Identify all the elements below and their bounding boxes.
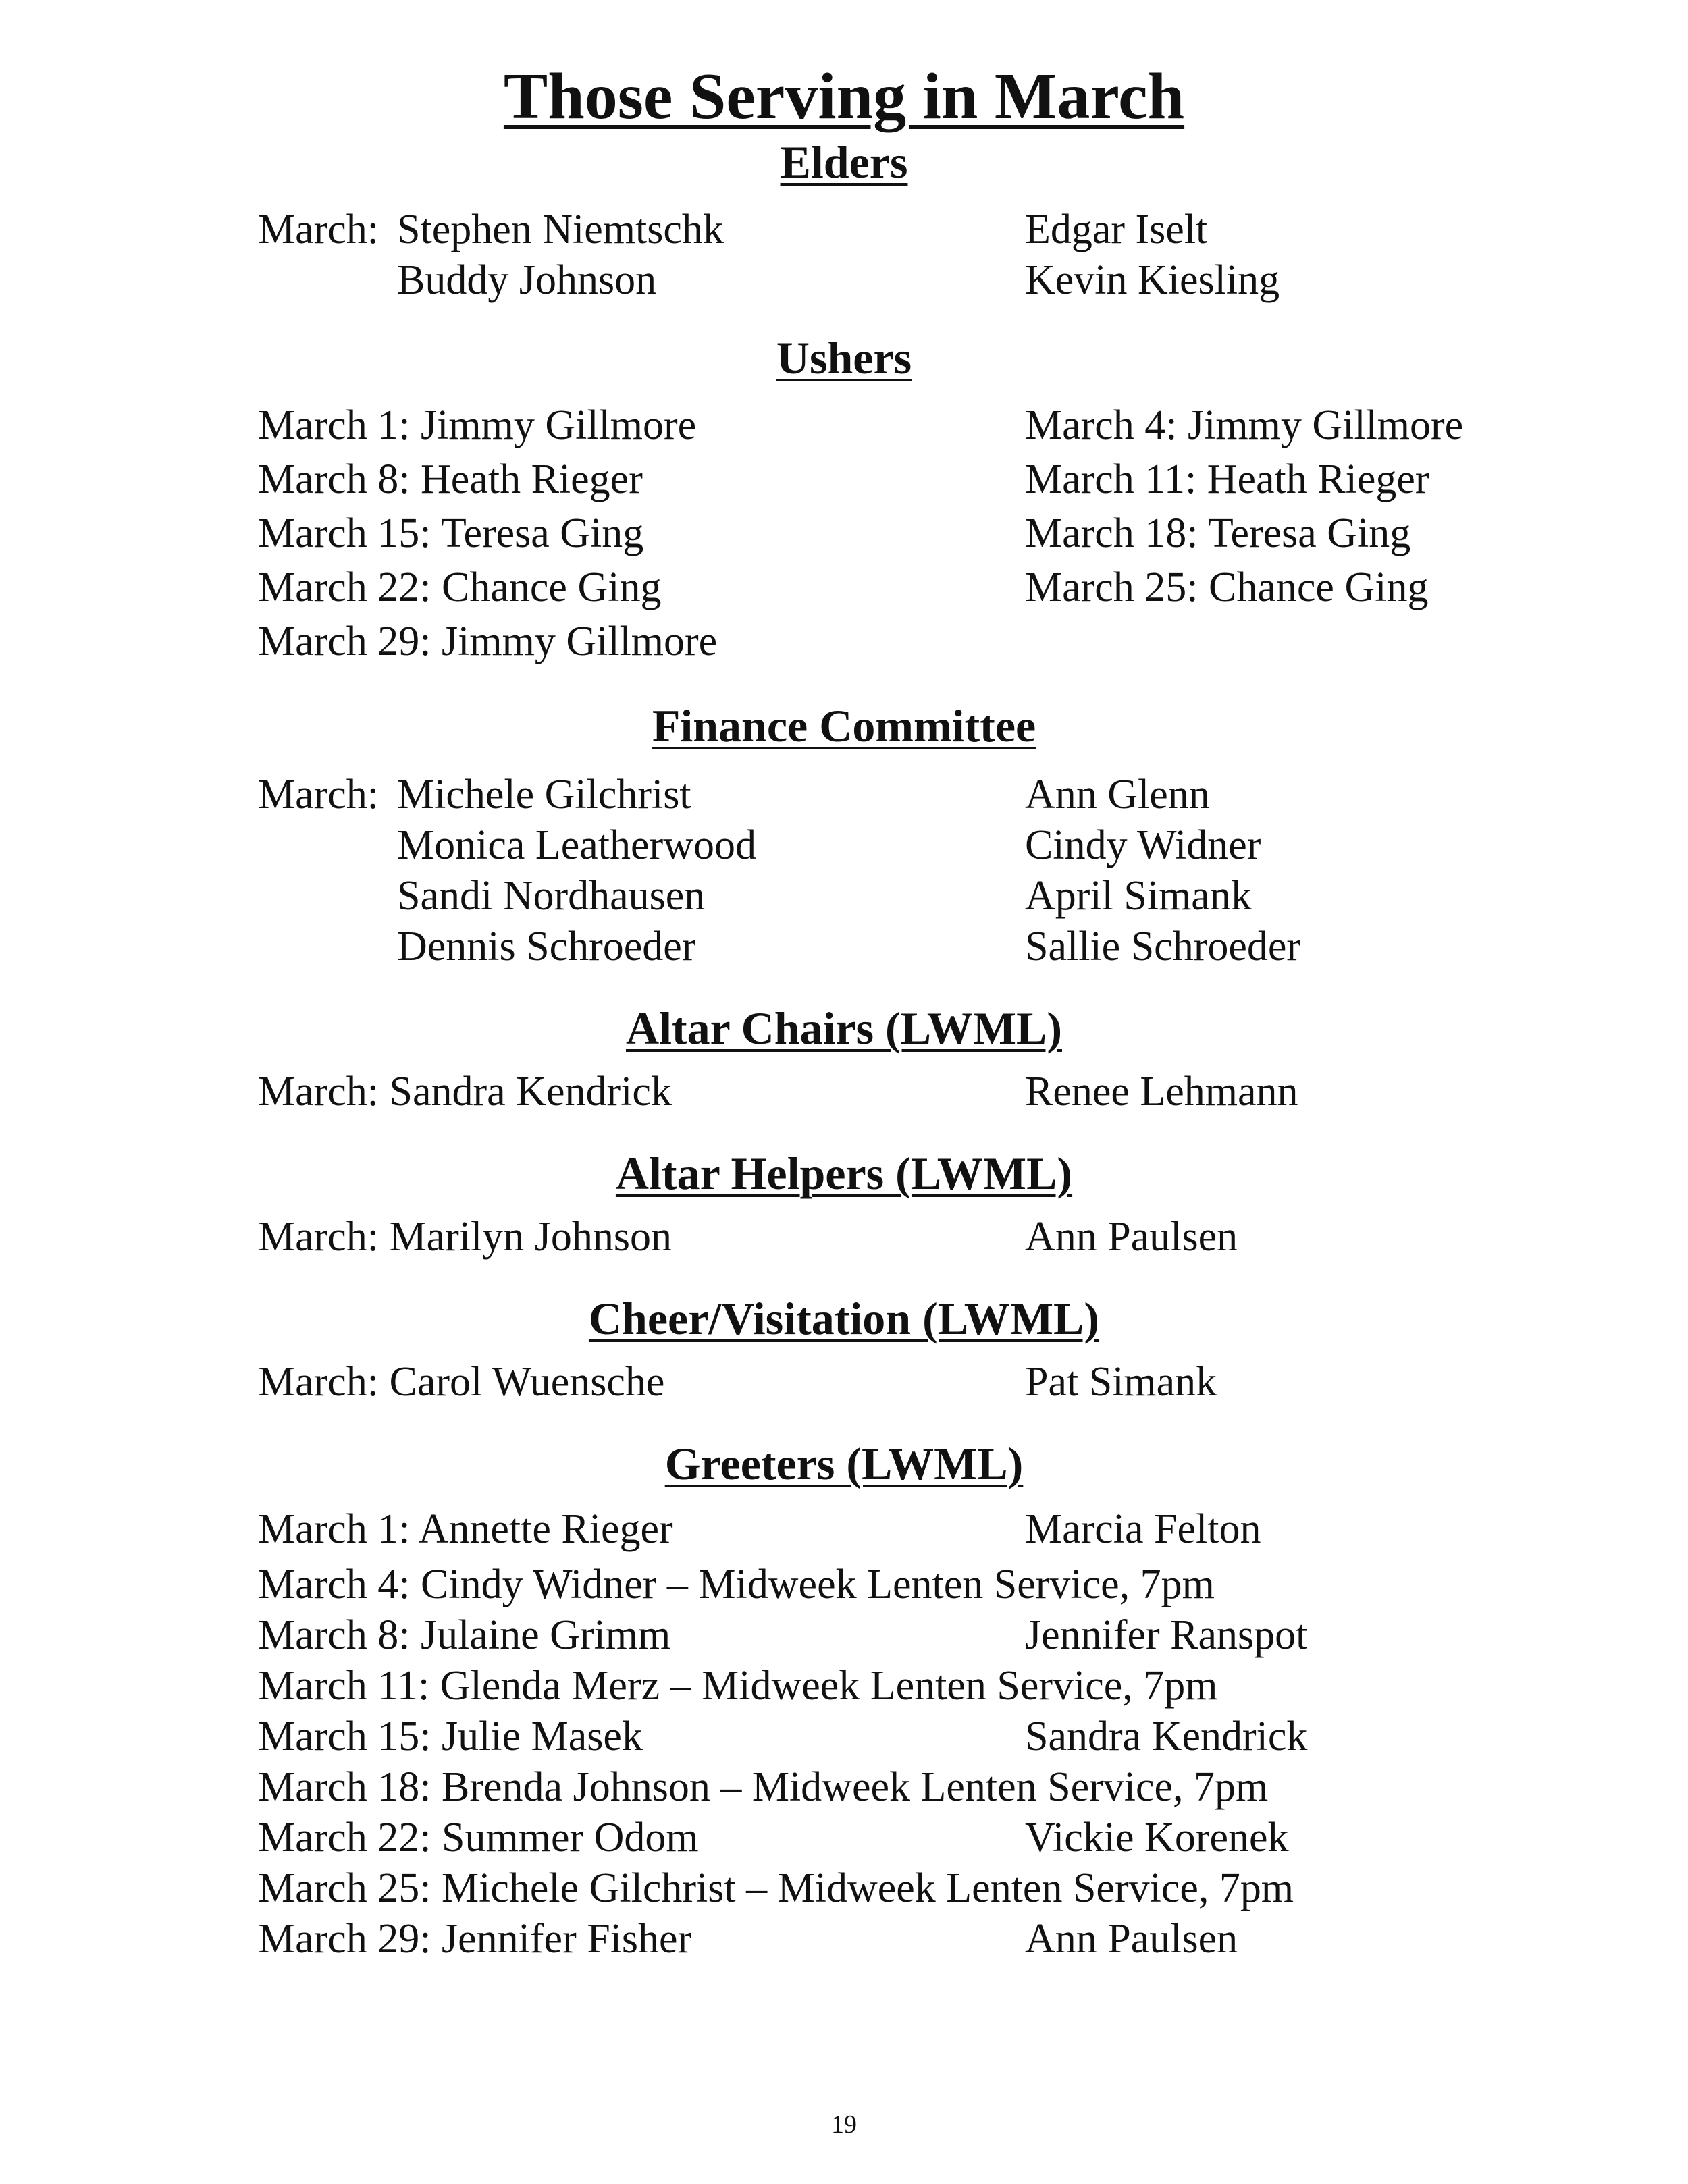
- altar-helpers-heading: Altar Helpers (LWML): [615, 1148, 1073, 1199]
- greeter-entry: March 15: Julie Masek: [258, 1713, 643, 1759]
- greeter-entry: March 8: Julaine Grimm: [258, 1612, 671, 1658]
- greeter-entry: Jennifer Ranspot: [1025, 1612, 1308, 1658]
- greeter-entry: Ann Paulsen: [1025, 1916, 1238, 1962]
- greeter-entry: March 1: Annette Rieger: [258, 1506, 673, 1552]
- greeter-entry: Marcia Felton: [1025, 1506, 1261, 1552]
- usher-entry: March 4: Jimmy Gillmore: [1025, 402, 1464, 448]
- usher-entry: March 8: Heath Rieger: [258, 456, 643, 502]
- elder-name: Edgar Iselt: [1025, 207, 1208, 252]
- page-title: Those Serving in March: [503, 60, 1185, 133]
- greeter-entry: Vickie Korenek: [1025, 1815, 1289, 1861]
- ushers-heading: Ushers: [776, 332, 912, 383]
- greeter-entry: March 18: Brenda Johnson – Midweek Lenten Service, 7pm: [258, 1764, 1269, 1810]
- usher-entry: March 15: Teresa Ging: [258, 510, 644, 556]
- finance-member: Sandi Nordhausen: [397, 873, 706, 919]
- usher-entry: March 29: Jimmy Gillmore: [258, 618, 718, 664]
- page-number: 19: [831, 2110, 857, 2139]
- altar-helpers-entry: March: Marilyn Johnson: [258, 1214, 672, 1260]
- cheer-heading: Cheer/Visitation (LWML): [588, 1293, 1100, 1344]
- greeter-entry: March 22: Summer Odom: [258, 1815, 699, 1861]
- finance-member: Cindy Widner: [1025, 822, 1261, 868]
- altar-chairs-entry: Renee Lehmann: [1025, 1069, 1298, 1115]
- usher-entry: March 1: Jimmy Gillmore: [258, 402, 697, 448]
- greeter-entry: March 29: Jennifer Fisher: [258, 1916, 692, 1962]
- usher-entry: March 25: Chance Ging: [1025, 564, 1429, 610]
- finance-member: Dennis Schroeder: [397, 924, 696, 969]
- elder-name: Buddy Johnson: [397, 257, 657, 303]
- finance-label: March:: [258, 772, 379, 818]
- greeter-entry: March 4: Cindy Widner – Midweek Lenten Service, 7pm: [258, 1562, 1215, 1607]
- greeter-entry: Sandra Kendrick: [1025, 1713, 1308, 1759]
- finance-heading: Finance Committee: [652, 700, 1036, 751]
- elders-label: March:: [258, 207, 379, 252]
- greeter-entry: March 11: Glenda Merz – Midweek Lenten Service, 7pm: [258, 1663, 1218, 1709]
- finance-member: Michele Gilchrist: [397, 772, 691, 818]
- elders-heading: Elders: [780, 136, 908, 188]
- altar-chairs-entry: March: Sandra Kendrick: [258, 1069, 672, 1115]
- greeter-entry: March 25: Michele Gilchrist – Midweek Lenten Service, 7pm: [258, 1865, 1294, 1911]
- finance-member: April Simank: [1025, 873, 1252, 919]
- usher-entry: March 11: Heath Rieger: [1025, 456, 1429, 502]
- altar-chairs-heading: Altar Chairs (LWML): [626, 1003, 1062, 1054]
- greeters-heading: Greeters (LWML): [664, 1438, 1024, 1489]
- elder-name: Kevin Kiesling: [1025, 257, 1280, 303]
- altar-helpers-entry: Ann Paulsen: [1025, 1214, 1238, 1260]
- usher-entry: March 18: Teresa Ging: [1025, 510, 1411, 556]
- usher-entry: March 22: Chance Ging: [258, 564, 662, 610]
- cheer-entry: Pat Simank: [1025, 1359, 1217, 1405]
- cheer-entry: March: Carol Wuensche: [258, 1359, 665, 1405]
- elder-name: Stephen Niemtschk: [397, 207, 724, 252]
- finance-member: Monica Leatherwood: [397, 822, 756, 868]
- finance-member: Sallie Schroeder: [1025, 924, 1301, 969]
- finance-member: Ann Glenn: [1025, 772, 1210, 818]
